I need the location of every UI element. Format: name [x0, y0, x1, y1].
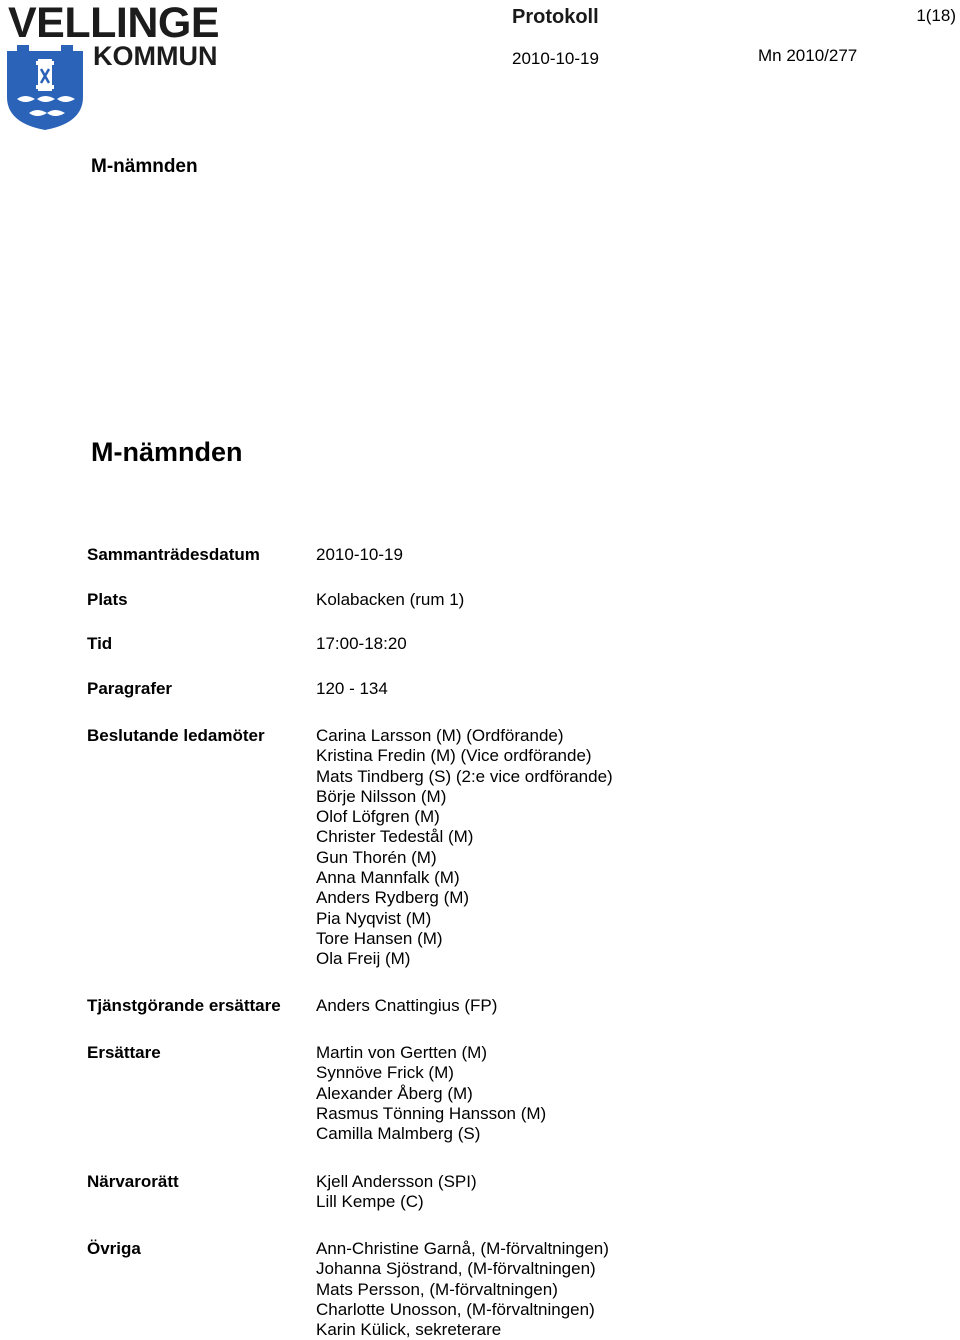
list-item: Synnöve Frick (M) [316, 1063, 454, 1083]
list-item: Olof Löfgren (M) [316, 807, 440, 827]
vellinge-kommun-logo [5, 0, 220, 130]
list-item: Pia Nyqvist (M) [316, 908, 432, 928]
list-item: Martin von Gertten (M) [316, 1043, 487, 1062]
substitutes-label: Ersättare [87, 1043, 161, 1062]
others-list [316, 1239, 609, 1340]
list-item: Anders Cnattingius (FP) [316, 996, 498, 1015]
organization-name: M-nämnden [91, 156, 198, 177]
time-value: 17:00-18:20 [316, 634, 407, 653]
attendance-right-label: Närvarorätt [87, 1172, 179, 1191]
list-item: Carina Larsson (M) (Ordförande) [316, 726, 564, 745]
substitutes-list [316, 1043, 546, 1144]
list-item: Tore Hansen (M) [316, 928, 443, 948]
list-item: Gun Thorén (M) [316, 847, 437, 867]
list-item: Johanna Sjöstrand, (M-förvaltningen) [316, 1259, 596, 1279]
deciding-members-list [316, 726, 613, 970]
list-item: Ola Freij (M) [316, 949, 411, 969]
time-label: Tid [87, 634, 113, 653]
attendance-right-list [316, 1172, 477, 1213]
list-item: Kristina Fredin (M) (Vice ordförande) [316, 746, 592, 766]
others-label: Övriga [87, 1239, 141, 1258]
page-number: 1(18) [916, 6, 956, 25]
serving-substitutes-label: Tjänstgörande ersättare [87, 996, 281, 1015]
list-item: Alexander Åberg (M) [316, 1083, 473, 1103]
list-item: Charlotte Unosson, (M-förvaltningen) [316, 1299, 595, 1319]
list-item: Kjell Andersson (SPI) [316, 1172, 477, 1191]
document-date: 2010-10-19 [512, 49, 599, 68]
list-item: Anna Mannfalk (M) [316, 868, 460, 888]
meeting-date-label: Sammanträdesdatum [87, 545, 260, 564]
logo-wordmark-line2: KOMMUN [93, 41, 218, 71]
list-item: Camilla Malmberg (S) [316, 1124, 481, 1144]
list-item: Mats Persson, (M-förvaltningen) [316, 1279, 558, 1299]
serving-substitutes-list [316, 996, 497, 1016]
list-item: Lill Kempe (C) [316, 1192, 424, 1212]
list-item: Rasmus Tönning Hansson (M) [316, 1103, 547, 1123]
logo-wordmark-line1: VELLINGE [8, 0, 220, 47]
list-item: Karin Külick, sekreterare [316, 1320, 502, 1340]
list-item: Ann-Christine Garnå, (M-förvaltningen) [316, 1239, 609, 1258]
list-item: Mats Tindberg (S) (2:e vice ordförande) [316, 766, 613, 786]
deciding-members-label: Beslutande ledamöter [87, 726, 265, 745]
document-type: Protokoll [512, 6, 599, 28]
reference-number: Mn 2010/277 [758, 46, 858, 65]
place-label: Plats [87, 590, 128, 609]
page-title: M-nämnden [91, 437, 243, 467]
meeting-date-value: 2010-10-19 [316, 545, 403, 564]
place-value: Kolabacken (rum 1) [316, 590, 465, 609]
list-item: Anders Rydberg (M) [316, 888, 470, 908]
list-item: Börje Nilsson (M) [316, 786, 447, 806]
coat-of-arms-icon [5, 45, 85, 131]
paragraphs-label: Paragrafer [87, 679, 173, 698]
paragraphs-value: 120 - 134 [316, 679, 388, 698]
list-item: Christer Tedestål (M) [316, 827, 474, 847]
